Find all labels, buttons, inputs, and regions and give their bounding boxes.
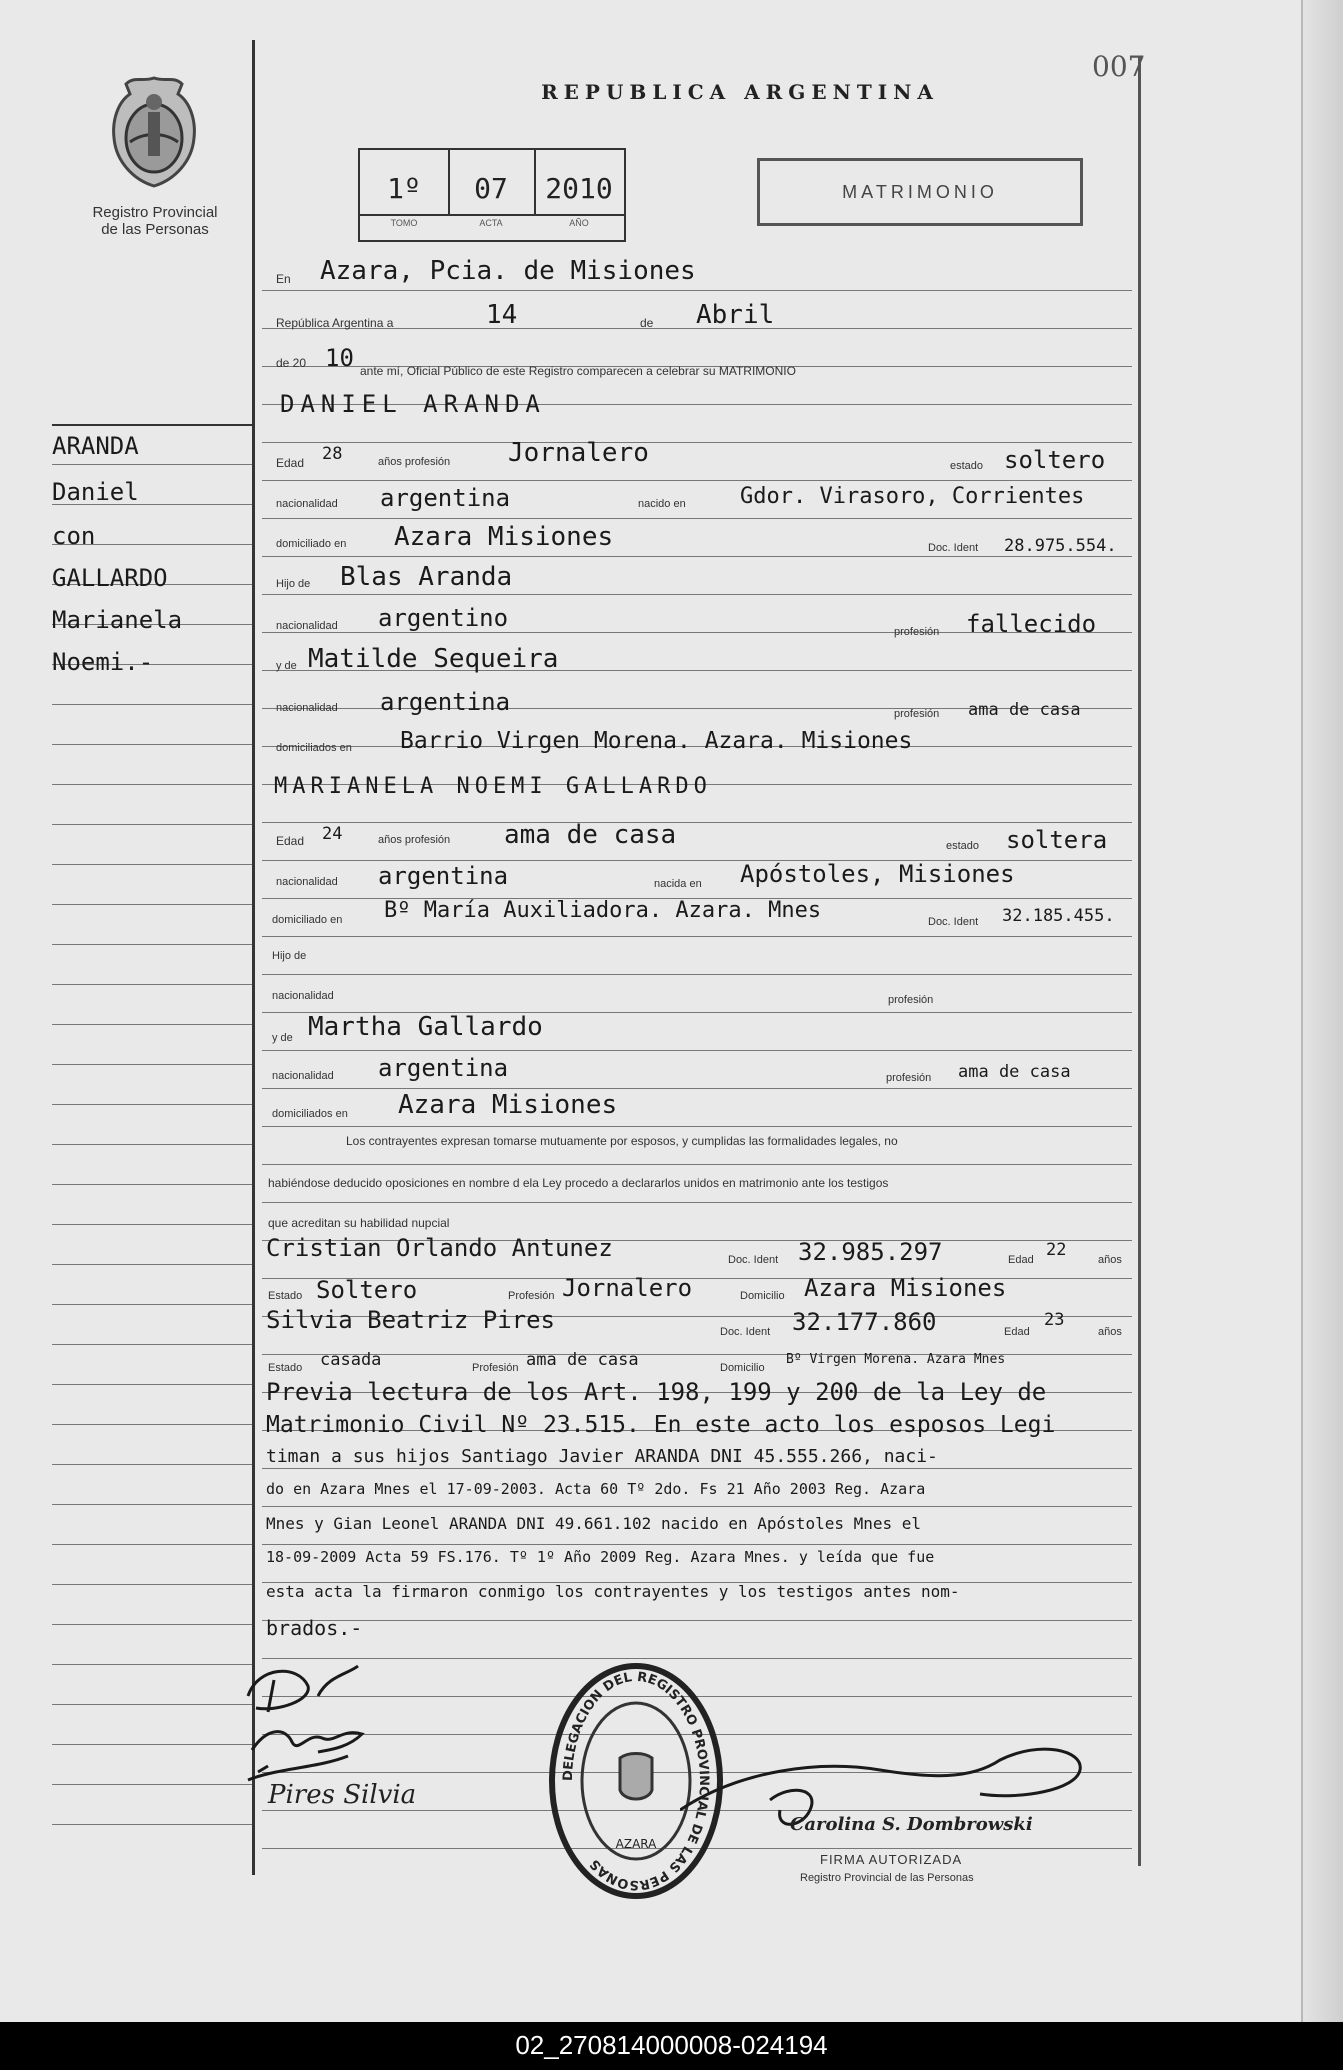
- margin-rule-line: [52, 1304, 252, 1305]
- label-nacionalidad-padre-1: nacionalidad: [276, 620, 338, 632]
- margin-rule-line: [52, 1144, 252, 1145]
- body-rule-line: [262, 1506, 1132, 1507]
- label-doc-w2: Doc. Ident: [720, 1326, 771, 1338]
- spouse1-father-occupation: fallecido: [966, 610, 1097, 638]
- acta-value: 07: [474, 172, 508, 205]
- label-domiciliado-1: domiciliado en: [276, 538, 347, 550]
- label-domiciliados-1: domiciliados en: [276, 742, 352, 754]
- spouse2-nationality: argentina: [378, 862, 509, 890]
- note-line-2: Matrimonio Civil Nº 23.515. En este acto los esposos Legi: [266, 1412, 1056, 1438]
- margin-rule-line: [52, 984, 252, 985]
- margin-rule-line: [52, 784, 252, 785]
- margin-rule-line: [52, 1624, 252, 1625]
- margin-rule-line: [52, 1064, 252, 1065]
- office-line-1: Registro Provincial: [92, 204, 218, 221]
- folio-number: 007: [1092, 50, 1146, 83]
- spouse2-mother-occupation: ama de casa: [958, 1062, 1071, 1082]
- spouse2-address: Bº María Auxiliadora. Azara. Mnes: [384, 898, 822, 923]
- anio-label: AÑO: [569, 218, 589, 228]
- spouse1-father: Blas Aranda: [340, 562, 513, 592]
- official-signature-scribble: [680, 1740, 1100, 1860]
- label-ante-mi: ante mí, Oficial Público de este Registro comparecen a celebrar su MATRIMONIO: [360, 364, 796, 378]
- margin-rule-line: [52, 1664, 252, 1665]
- spouse2-mother-nationality: argentina: [378, 1054, 509, 1082]
- tomo-label: TOMO: [390, 218, 418, 228]
- label-profesion-madre-2: profesión: [886, 1072, 932, 1084]
- label-doc-2: Doc. Ident: [928, 916, 979, 928]
- body-rule-line: [262, 1164, 1132, 1165]
- label-nacionalidad-madre-1: nacionalidad: [276, 702, 338, 714]
- label-domiciliado-2: domiciliado en: [272, 914, 343, 926]
- margin-rule-line: [52, 1824, 252, 1825]
- spouse2-mother: Martha Gallardo: [308, 1012, 543, 1042]
- spouse1-name: DANIEL ARANDA: [280, 390, 546, 418]
- label-hijo-de-2: Hijo de: [272, 950, 307, 962]
- margin-rule-line: [52, 944, 252, 945]
- body-rule-line: [262, 480, 1132, 481]
- margin-rule-line: [52, 824, 252, 825]
- spouse2-birthplace: Apóstoles, Misiones: [740, 860, 1015, 888]
- label-republica-a: República Argentina a: [276, 316, 394, 330]
- label-doc-1: Doc. Ident: [928, 542, 979, 554]
- margin-connector: con: [52, 522, 96, 550]
- tomo-cell: [360, 150, 450, 214]
- witness1-status: Soltero: [316, 1276, 418, 1304]
- place-value: Azara, Pcia. de Misiones: [320, 256, 696, 286]
- spouse1-marital-status: soltero: [1004, 446, 1106, 474]
- body-rule-line: [262, 1126, 1132, 1127]
- anio-value: 2010: [545, 172, 613, 205]
- label-y-de-1: y de: [276, 660, 297, 672]
- label-estado-2: estado: [946, 840, 980, 852]
- spouse1-age: 28: [322, 444, 343, 464]
- body-rule-line: [262, 1544, 1132, 1545]
- spouse2-name: MARIANELA NOEMI GALLARDO: [274, 774, 712, 799]
- label-nacionalidad-padre-2: nacionalidad: [272, 990, 334, 1002]
- body-rule-line: [262, 290, 1132, 291]
- right-rule: [1138, 56, 1141, 1866]
- country-heading: REPUBLICA ARGENTINA: [541, 80, 939, 104]
- witness2-name: Silvia Beatriz Pires: [266, 1306, 555, 1334]
- margin-rule-line: [52, 1024, 252, 1025]
- body-rule-line: [262, 594, 1132, 595]
- witness1-name: Cristian Orlando Antunez: [266, 1234, 613, 1262]
- image-identifier: 02_270814000008-024194: [515, 2030, 828, 2060]
- label-nacionalidad-madre-2: nacionalidad: [272, 1070, 334, 1082]
- spouse1-parents-address: Barrio Virgen Morena. Azara. Misiones: [400, 728, 913, 754]
- label-anos-w1: años: [1098, 1254, 1122, 1266]
- note-line-4: do en Azara Mnes el 17-09-2003. Acta 60 Tº 2do. Fs 21 Año 2003 Reg. Azara: [266, 1480, 926, 1498]
- official-name: Carolina S. Dombrowski: [790, 1814, 1033, 1835]
- margin-rule-line: [52, 904, 252, 905]
- margin-rule-line: [52, 1784, 252, 1785]
- spouse1-mother: Matilde Sequeira: [308, 644, 559, 674]
- label-nacido-en: nacido en: [638, 498, 686, 510]
- margin-rule-line: [52, 1344, 252, 1345]
- label-de: de: [640, 316, 654, 330]
- margin-rule-line: [52, 1504, 252, 1505]
- label-domicilio-w2: Domicilio: [720, 1362, 765, 1374]
- day-value: 14: [486, 300, 518, 330]
- year-value: 10: [325, 344, 354, 372]
- label-nacionalidad-1: nacionalidad: [276, 498, 338, 510]
- note-line-1: Previa lectura de los Art. 198, 199 y 200 de la Ley de: [266, 1378, 1047, 1406]
- witness-signature: Pires Silvia: [268, 1780, 417, 1810]
- margin-rule-line: [52, 1384, 252, 1385]
- margin-rule-line: [52, 1264, 252, 1265]
- margin-name-2: Marianela: [52, 606, 183, 634]
- stamp-location: AZARA: [615, 1837, 657, 1851]
- body-rule-line: [262, 974, 1132, 975]
- margin-rule-line: [52, 1184, 252, 1185]
- note-line-5: Mnes y Gian Leonel ARANDA DNI 49.661.102 nacido en Apóstoles Mnes el: [266, 1514, 922, 1533]
- note-line-3: timan a sus hijos Santiago Javier ARANDA DNI 45.555.266, naci-: [266, 1446, 938, 1467]
- registry-office-label: [60, 204, 250, 238]
- margin-rule-line: [52, 1584, 252, 1585]
- label-domicilio-w1: Domicilio: [740, 1290, 785, 1302]
- witness1-occupation: Jornalero: [562, 1274, 693, 1302]
- margin-rule-line: [52, 464, 252, 465]
- margin-surname-1: ARANDA: [52, 432, 139, 460]
- official-organization: Registro Provincial de las Personas: [800, 1872, 974, 1884]
- label-en: En: [276, 272, 291, 286]
- label-estado-w1: Estado: [268, 1290, 303, 1302]
- margin-surname-2: GALLARDO: [52, 564, 168, 592]
- record-id-box: [358, 148, 626, 242]
- label-doc-w1: Doc. Ident: [728, 1254, 779, 1266]
- margin-rule-line: [52, 1704, 252, 1705]
- margin-rule-line: [52, 864, 252, 865]
- label-anos-profesion-1: años profesión: [378, 456, 451, 468]
- month-value: Abril: [696, 300, 775, 330]
- coat-of-arms-seal: [104, 72, 204, 192]
- acta-label: ACTA: [479, 218, 503, 228]
- spouse1-mother-occupation: ama de casa: [968, 700, 1081, 720]
- body-rule-line: [262, 1050, 1132, 1051]
- label-nacionalidad-2: nacionalidad: [276, 876, 338, 888]
- page-edge: [1301, 0, 1343, 2022]
- spouse1-nationality: argentina: [380, 484, 511, 512]
- label-edad-w2: Edad: [1004, 1326, 1030, 1338]
- label-de20: de 20: [276, 356, 307, 370]
- legal-text-2: habiéndose deducido oposiciones en nombre d ela Ley procedo a declararlos unidos en matrimonio ante los testigos: [268, 1176, 889, 1190]
- witness2-status: casada: [320, 1350, 382, 1370]
- body-rule-line: [262, 936, 1132, 937]
- record-type-box: MATRIMONIO: [757, 158, 1083, 226]
- witness1-doc: 32.985.297: [798, 1238, 943, 1266]
- anio-cell: [534, 150, 624, 214]
- margin-rule-line: [52, 424, 252, 426]
- label-profesion-w2: Profesión: [472, 1362, 519, 1374]
- margin-rule-line: [52, 744, 252, 745]
- margin-rule-line: [52, 1104, 252, 1105]
- witness2-occupation: ama de casa: [526, 1350, 639, 1370]
- label-edad-1: Edad: [276, 456, 305, 470]
- spouse2-parents-address: Azara Misiones: [398, 1090, 618, 1120]
- margin-rule-line: [52, 1464, 252, 1465]
- label-estado-w2: Estado: [268, 1362, 303, 1374]
- spouse1-birthplace: Gdor. Virasoro, Corrientes: [740, 484, 1085, 509]
- tomo-value: 1º: [387, 172, 421, 205]
- label-profesion-padre-2: profesión: [888, 994, 934, 1006]
- label-hijo-de-1: Hijo de: [276, 578, 311, 590]
- spouse2-occupation: ama de casa: [504, 820, 677, 850]
- margin-rule-line: [52, 1744, 252, 1745]
- body-rule-line: [262, 518, 1132, 519]
- label-y-de-2: y de: [272, 1032, 293, 1044]
- spouse1-father-nationality: argentino: [378, 604, 509, 632]
- witness1-address: Azara Misiones: [804, 1274, 1007, 1302]
- margin-rule-line: [52, 704, 252, 705]
- note-line-7: esta acta la firmaron conmigo los contrayentes y los testigos antes nom-: [266, 1582, 960, 1601]
- acta-cell: [448, 150, 536, 214]
- stamp-text: DELEGACION DEL REGISTRO PROVINCIAL DE LAS PERSONAS: [560, 1669, 712, 1893]
- label-profesion-padre-1: profesión: [894, 626, 940, 638]
- body-rule-line: [262, 1202, 1132, 1203]
- body-rule-line: [262, 1620, 1132, 1621]
- margin-name-3: Noemi.-: [52, 648, 154, 676]
- witness2-doc: 32.177.860: [792, 1308, 937, 1336]
- body-rule-line: [262, 1088, 1132, 1089]
- spouse2-marital-status: soltera: [1006, 826, 1108, 854]
- body-rule-line: [262, 556, 1132, 557]
- id-divider: [360, 214, 624, 216]
- margin-rule-line: [52, 1424, 252, 1425]
- spouse1-doc: 28.975.554.: [1004, 536, 1117, 556]
- note-line-8: brados.-: [266, 1616, 363, 1640]
- body-rule-line: [262, 1468, 1132, 1469]
- margin-rule-line: [52, 1224, 252, 1225]
- official-role: FIRMA AUTORIZADA: [820, 1852, 963, 1867]
- label-domiciliados-2: domiciliados en: [272, 1108, 348, 1120]
- witness2-age: 23: [1044, 1310, 1065, 1330]
- label-nacida-en: nacida en: [654, 878, 702, 890]
- spouse1-address: Azara Misiones: [394, 522, 614, 552]
- spouse1-mother-nationality: argentina: [380, 688, 511, 716]
- body-rule-line: [262, 822, 1132, 823]
- label-anos-profesion-2: años profesión: [378, 834, 451, 846]
- legal-text-3: que acreditan su habilidad nupcial: [268, 1216, 450, 1230]
- label-profesion-madre-1: profesión: [894, 708, 940, 720]
- witness2-address: Bº Virgen Morena. Azara Mnes: [786, 1352, 1006, 1367]
- margin-rule: [252, 40, 255, 1875]
- label-edad-w1: Edad: [1008, 1254, 1034, 1266]
- margin-name-1: Daniel: [52, 478, 139, 506]
- spouse1-occupation: Jornalero: [508, 438, 649, 468]
- label-edad-2: Edad: [276, 834, 305, 848]
- label-estado-1: estado: [950, 460, 984, 472]
- label-profesion-w1: Profesión: [508, 1290, 555, 1302]
- label-anos-w2: años: [1098, 1326, 1122, 1338]
- body-rule-line: [262, 442, 1132, 443]
- spouse2-age: 24: [322, 824, 343, 844]
- legal-text-1: Los contrayentes expresan tomarse mutuamente por esposos, y cumplidas las formalidades legales, no: [346, 1134, 898, 1148]
- witness1-age: 22: [1046, 1240, 1067, 1260]
- margin-rule-line: [52, 1544, 252, 1545]
- note-line-6: 18-09-2009 Acta 59 FS.176. Tº 1º Año 2009 Reg. Azara Mnes. y leída que fue: [266, 1548, 935, 1566]
- office-line-2: de las Personas: [101, 221, 209, 238]
- spouse2-doc: 32.185.455.: [1002, 906, 1115, 926]
